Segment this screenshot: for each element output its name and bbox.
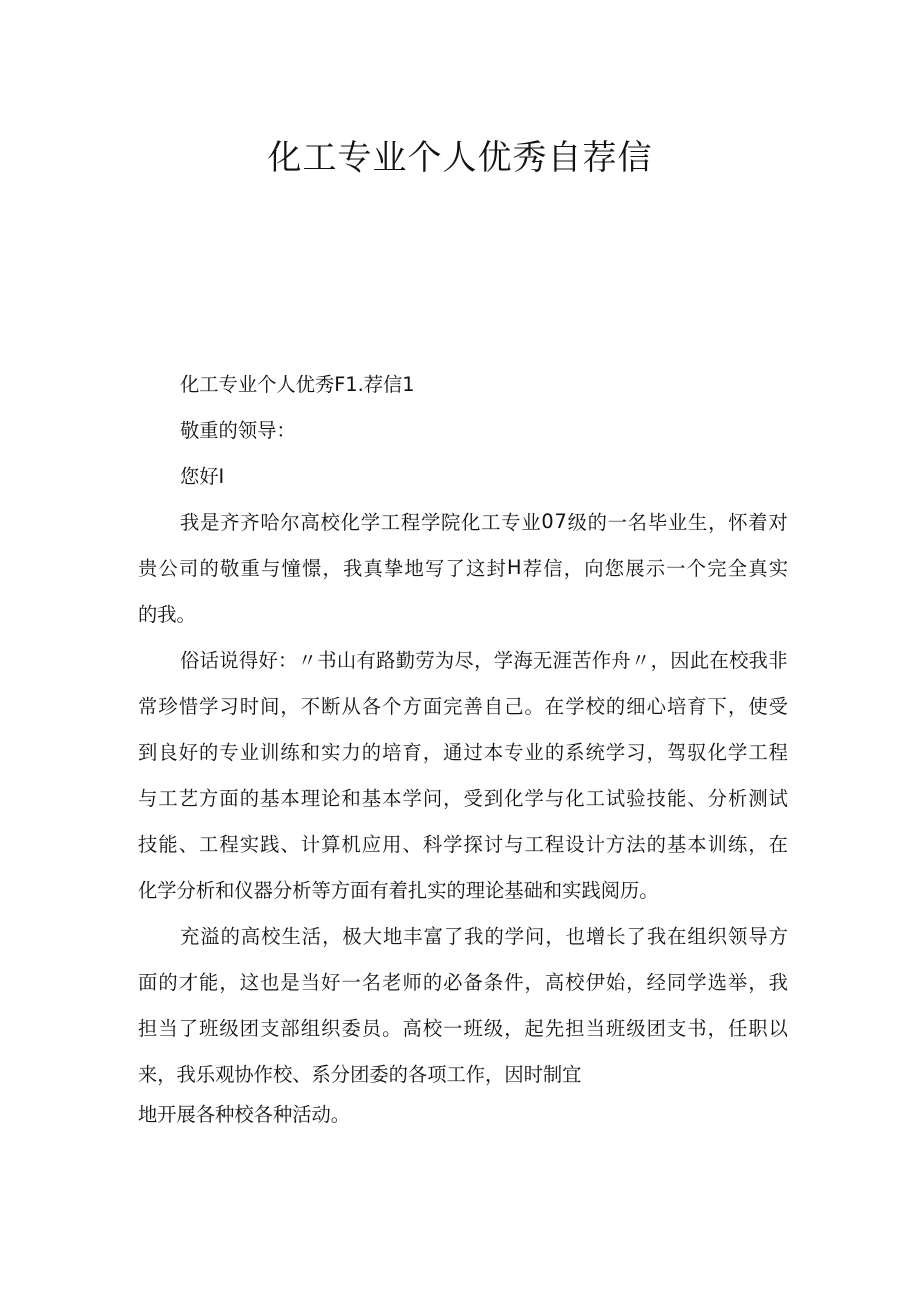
document-title: 化工专业个人优秀自荐信 bbox=[267, 138, 653, 178]
paragraph-line: 担 当 了 班 级 团 支 部 组 织 委 员 。 高 校 一 班 级 ， 起 先 担 当 班 级 团 支 书 ， 任 职 以 bbox=[138, 1017, 788, 1040]
paragraph-line: 面 的 才 能 ， 这 也 是 当 好 一 名 老 师 的 必 备 条 件 ， 高 校 伊 始 ， 经 同 学 选 举 ， 我 bbox=[138, 971, 788, 994]
salutation-line: 敬重的领导： bbox=[180, 419, 296, 442]
paragraph-line: 我 是 齐 齐 哈 尔 高 校 化 学 工 程 学 院 化 工 专 业 0 7 级 的 一 名 毕 业 生 ， 怀 着 对 bbox=[180, 509, 788, 534]
paragraph-line: 的我。 bbox=[138, 603, 196, 626]
paragraph-2 bbox=[138, 636, 788, 912]
paragraph-line: 俗 话 说 得 好 ： 〃 书 山 有 路 勤 劳 为 尽 ， 学 海 无 涯 苦 作 舟 〃 ， 因 此 在 校 我 非 bbox=[180, 649, 788, 672]
paragraph-line: 与 工 艺 方 面 的 基 本 理 论 和 基 本 学 问 ， 受 到 化 学 与 化 工 试 验 技 能 、 分 析 测 试 bbox=[138, 787, 788, 810]
greeting-line: 您好I bbox=[180, 465, 225, 488]
paragraph-line: 地开展各种校各种活动。 bbox=[138, 1103, 351, 1126]
paragraph-line: 常 珍 惜 学 习 时 间 ， 不 断 从 各 个 方 面 完 善 自 己 。 在 学 校 的 细 心 培 育 下 ， 使 受 bbox=[138, 695, 788, 718]
paragraph-line: 充 溢 的 高 校 生 活 ， 极 大 地 丰 富 了 我 的 学 问 ， 也 增 长 了 我 在 组 织 领 导 方 bbox=[180, 925, 788, 948]
paragraph-line: 化学分析和仪器分析等方面有着扎实的理论基础和实践阅历。 bbox=[138, 879, 659, 902]
paragraph-line: 到 良 好 的 专 业 训 练 和 实 力 的 培 育 ， 通 过 本 专 业 的 系 统 学 习 ， 驾 驭 化 学 工 程 bbox=[138, 741, 788, 764]
paragraph-3 bbox=[138, 912, 788, 1130]
paragraph-line: 贵 公 司 的 敬 重 与 憧 憬 ， 我 真 挚 地 写 了 这 封 H 荐 信 ， 向 您 展 示 一 个 完 全 真 实 bbox=[138, 555, 788, 580]
paragraph-1 bbox=[138, 498, 788, 636]
subtitle-line: 化工专业个人优秀F1.荐信1 bbox=[180, 373, 415, 396]
document-body bbox=[138, 360, 788, 1130]
paragraph-line: 技 能 、 工 程 实 践 、 计 算 机 应 用 、 科 学 探 讨 与 工 程 设 计 方 法 的 基 本 训 练 ， 在 bbox=[138, 833, 788, 856]
paragraph-line: 来，我乐观协作校、系分团委的各项工作，因时制宜 bbox=[138, 1063, 582, 1086]
